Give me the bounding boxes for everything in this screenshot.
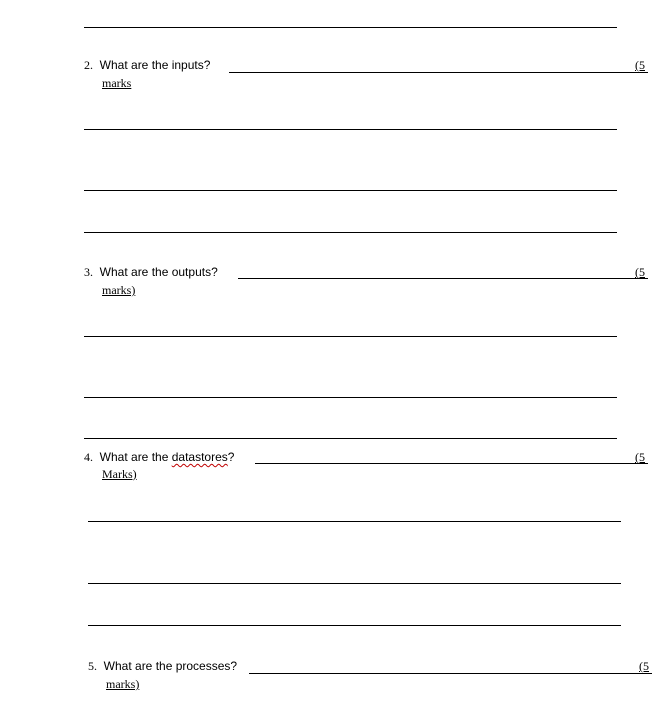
- answer-line: [88, 583, 621, 584]
- question-answer-line: [249, 673, 652, 674]
- answer-line: [84, 438, 617, 439]
- question-text: What are the datastores?: [99, 450, 235, 464]
- answer-line: [84, 336, 617, 337]
- marks-label-cont: marks): [102, 283, 136, 297]
- answer-line: [84, 190, 617, 191]
- question-text: What are the processes?: [103, 659, 238, 673]
- question-text: What are the inputs?: [99, 58, 211, 72]
- question-number: 4.: [84, 450, 93, 464]
- answer-line: [88, 625, 621, 626]
- question-number: 2.: [84, 58, 93, 72]
- marks-label-cont: Marks): [102, 467, 137, 481]
- question-number: 3.: [84, 265, 93, 279]
- answer-line: [84, 232, 617, 233]
- marks-label: (5: [639, 659, 649, 673]
- question-2: [84, 58, 210, 72]
- question-4: [84, 450, 234, 464]
- marks-label: (5: [635, 58, 645, 72]
- question-answer-line: [229, 72, 648, 73]
- spellcheck-flagged-word: datastores: [171, 450, 228, 464]
- marks-label-cont: marks: [102, 76, 132, 90]
- question-number: 5.: [88, 659, 97, 673]
- answer-line: [84, 27, 617, 28]
- question-5: [88, 659, 237, 673]
- question-answer-line: [238, 278, 648, 279]
- answer-line: [84, 129, 617, 130]
- question-answer-line: [255, 463, 648, 464]
- answer-line: [84, 397, 617, 398]
- question-text: What are the outputs?: [99, 265, 218, 279]
- marks-label: (5: [635, 450, 645, 464]
- answer-line: [88, 521, 621, 522]
- marks-label: (5: [635, 265, 645, 279]
- question-3: [84, 265, 218, 279]
- marks-label-cont: marks): [106, 677, 140, 691]
